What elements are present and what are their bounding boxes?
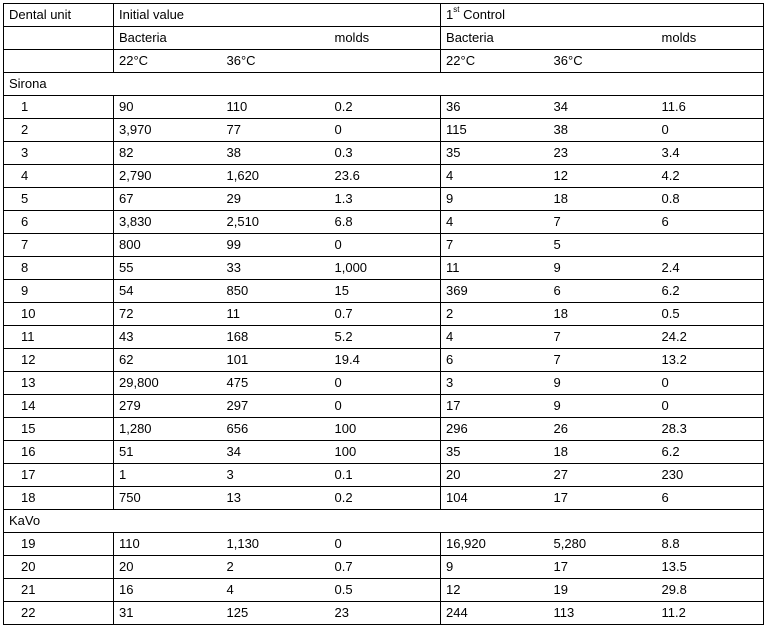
cell-control-22c: 11: [441, 257, 549, 280]
cell-initial-36c: 38: [222, 142, 330, 165]
cell-initial-22c: 800: [114, 234, 222, 257]
cell-initial-22c: 2,790: [114, 165, 222, 188]
table-row: [4, 602, 764, 625]
cell-dental-unit: 6: [4, 211, 114, 234]
cell-dental-unit: 13: [4, 372, 114, 395]
cell-control-molds: 4.2: [657, 165, 764, 188]
cell-control-molds: 230: [657, 464, 764, 487]
subheader-molds-control: molds: [657, 27, 764, 50]
cell-initial-36c: 1,620: [222, 165, 330, 188]
table-row: [4, 257, 764, 280]
cell-initial-22c: 20: [114, 556, 222, 579]
cell-dental-unit: 15: [4, 418, 114, 441]
cell-dental-unit: 19: [4, 533, 114, 556]
cell-initial-36c: 297: [222, 395, 330, 418]
cell-control-36c: 113: [549, 602, 657, 625]
col-header-initial-value: Initial value: [114, 4, 441, 27]
cell-control-molds: 0: [657, 395, 764, 418]
cell-initial-22c: 55: [114, 257, 222, 280]
cell-initial-36c: 110: [222, 96, 330, 119]
cell-control-36c: 7: [549, 349, 657, 372]
cell-control-36c: 18: [549, 441, 657, 464]
cell-dental-unit: 8: [4, 257, 114, 280]
cell-dental-unit: 17: [4, 464, 114, 487]
table-row: [4, 119, 764, 142]
cell-dental-unit: 2: [4, 119, 114, 142]
cell-control-molds: 28.3: [657, 418, 764, 441]
cell-dental-unit: 5: [4, 188, 114, 211]
table-row: [4, 188, 764, 211]
cell-initial-22c: 1,280: [114, 418, 222, 441]
cell-control-22c: 9: [441, 188, 549, 211]
cell-control-22c: 4: [441, 165, 549, 188]
cell-dental-unit: 12: [4, 349, 114, 372]
cell-initial-molds: 1.3: [330, 188, 441, 211]
cell-control-36c: 18: [549, 303, 657, 326]
table-row: [4, 533, 764, 556]
cell-initial-molds: 6.8: [330, 211, 441, 234]
cell-control-22c: 35: [441, 142, 549, 165]
table-row: [4, 165, 764, 188]
cell-initial-22c: 29,800: [114, 372, 222, 395]
cell-initial-molds: 0.5: [330, 579, 441, 602]
table-row: [4, 96, 764, 119]
cell-initial-36c: 11: [222, 303, 330, 326]
cell-control-36c: 5,280: [549, 533, 657, 556]
table-row: [4, 579, 764, 602]
subheader-bacteria-control: Bacteria: [441, 27, 657, 50]
cell-initial-molds: 100: [330, 418, 441, 441]
cell-dental-unit: 22: [4, 602, 114, 625]
subheader-molds-initial: molds: [330, 27, 441, 50]
cell-control-molds: 29.8: [657, 579, 764, 602]
cell-initial-36c: 3: [222, 464, 330, 487]
col-header-first-control: [441, 4, 764, 27]
table-row: [4, 441, 764, 464]
cell-control-molds: 2.4: [657, 257, 764, 280]
table-row: [4, 464, 764, 487]
cell-control-36c: 7: [549, 211, 657, 234]
table-row: [4, 372, 764, 395]
temp-36-initial: 36°C: [222, 50, 330, 73]
table-row: [4, 211, 764, 234]
table-row: [4, 280, 764, 303]
cell-initial-36c: 125: [222, 602, 330, 625]
cell-dental-unit: 3: [4, 142, 114, 165]
table-row: [4, 234, 764, 257]
cell-control-molds: 24.2: [657, 326, 764, 349]
cell-initial-molds: 0: [330, 234, 441, 257]
cell-initial-36c: 13: [222, 487, 330, 510]
cell-initial-36c: 4: [222, 579, 330, 602]
cell-initial-22c: 62: [114, 349, 222, 372]
cell-control-22c: 35: [441, 441, 549, 464]
cell-control-22c: 16,920: [441, 533, 549, 556]
table-row: [4, 303, 764, 326]
cell-initial-36c: 1,130: [222, 533, 330, 556]
cell-control-22c: 17: [441, 395, 549, 418]
cell-initial-22c: 3,970: [114, 119, 222, 142]
cell-dental-unit: 18: [4, 487, 114, 510]
cell-dental-unit: 7: [4, 234, 114, 257]
cell-control-36c: 38: [549, 119, 657, 142]
cell-control-molds: 3.4: [657, 142, 764, 165]
cell-dental-unit: 1: [4, 96, 114, 119]
cell-control-molds: 13.5: [657, 556, 764, 579]
cell-initial-36c: 33: [222, 257, 330, 280]
table-row: [4, 349, 764, 372]
cell-control-36c: 27: [549, 464, 657, 487]
table-row: [4, 395, 764, 418]
first-control-label: Control: [459, 7, 506, 22]
group-label: KaVo: [4, 510, 764, 533]
cell-initial-22c: 16: [114, 579, 222, 602]
cell-control-molds: 6: [657, 487, 764, 510]
cell-control-36c: 34: [549, 96, 657, 119]
cell-control-36c: 23: [549, 142, 657, 165]
temp-22-control: 22°C: [441, 50, 549, 73]
table-row: [4, 487, 764, 510]
header-spacer: [4, 50, 114, 73]
data-table: [3, 3, 764, 625]
cell-initial-molds: 0.1: [330, 464, 441, 487]
cell-initial-molds: 0: [330, 395, 441, 418]
cell-initial-molds: 23.6: [330, 165, 441, 188]
cell-initial-molds: 0.2: [330, 96, 441, 119]
cell-dental-unit: 9: [4, 280, 114, 303]
cell-initial-molds: 15: [330, 280, 441, 303]
table-row: [4, 418, 764, 441]
cell-control-molds: 0: [657, 372, 764, 395]
cell-control-22c: 12: [441, 579, 549, 602]
cell-control-22c: 6: [441, 349, 549, 372]
group-label: Sirona: [4, 73, 764, 96]
cell-control-36c: 17: [549, 487, 657, 510]
subheader-bacteria-initial: Bacteria: [114, 27, 330, 50]
cell-control-22c: 369: [441, 280, 549, 303]
header-row-2: [4, 27, 764, 50]
cell-initial-molds: 0.3: [330, 142, 441, 165]
cell-initial-22c: 54: [114, 280, 222, 303]
first-control-number: 1: [446, 7, 454, 22]
cell-control-molds: 6: [657, 211, 764, 234]
cell-dental-unit: 14: [4, 395, 114, 418]
header-spacer: [330, 50, 441, 73]
cell-initial-molds: 19.4: [330, 349, 441, 372]
cell-initial-36c: 2: [222, 556, 330, 579]
cell-control-22c: 4: [441, 326, 549, 349]
cell-initial-36c: 2,510: [222, 211, 330, 234]
cell-initial-molds: 0.2: [330, 487, 441, 510]
header-spacer: [4, 27, 114, 50]
cell-control-22c: 115: [441, 119, 549, 142]
cell-initial-molds: 0: [330, 119, 441, 142]
cell-initial-22c: 279: [114, 395, 222, 418]
cell-control-36c: 26: [549, 418, 657, 441]
group-row: [4, 73, 764, 96]
cell-initial-36c: 77: [222, 119, 330, 142]
cell-initial-22c: 1: [114, 464, 222, 487]
cell-control-22c: 36: [441, 96, 549, 119]
cell-dental-unit: 16: [4, 441, 114, 464]
cell-initial-36c: 34: [222, 441, 330, 464]
cell-initial-22c: 51: [114, 441, 222, 464]
cell-control-22c: 104: [441, 487, 549, 510]
cell-initial-22c: 67: [114, 188, 222, 211]
cell-initial-22c: 110: [114, 533, 222, 556]
table-row: [4, 556, 764, 579]
header-spacer: [657, 50, 764, 73]
cell-control-36c: 7: [549, 326, 657, 349]
cell-control-22c: 244: [441, 602, 549, 625]
cell-control-36c: 9: [549, 372, 657, 395]
temp-36-control: 36°C: [549, 50, 657, 73]
table-row: [4, 142, 764, 165]
cell-initial-molds: 23: [330, 602, 441, 625]
cell-initial-molds: 0: [330, 533, 441, 556]
cell-dental-unit: 21: [4, 579, 114, 602]
cell-control-22c: 296: [441, 418, 549, 441]
cell-initial-36c: 29: [222, 188, 330, 211]
cell-control-22c: 3: [441, 372, 549, 395]
cell-initial-22c: 72: [114, 303, 222, 326]
cell-control-36c: 17: [549, 556, 657, 579]
cell-control-36c: 19: [549, 579, 657, 602]
temp-22-initial: 22°C: [114, 50, 222, 73]
cell-initial-36c: 101: [222, 349, 330, 372]
cell-control-22c: 20: [441, 464, 549, 487]
table-header: [4, 4, 764, 73]
cell-initial-36c: 656: [222, 418, 330, 441]
col-header-dental-unit: Dental unit: [4, 4, 114, 27]
cell-control-36c: 12: [549, 165, 657, 188]
cell-control-36c: 9: [549, 395, 657, 418]
cell-control-36c: 5: [549, 234, 657, 257]
cell-initial-molds: 100: [330, 441, 441, 464]
cell-control-molds: 6.2: [657, 280, 764, 303]
cell-initial-36c: 850: [222, 280, 330, 303]
cell-control-molds: 0.8: [657, 188, 764, 211]
first-control-superscript: st: [453, 5, 460, 14]
cell-dental-unit: 11: [4, 326, 114, 349]
cell-control-36c: 6: [549, 280, 657, 303]
cell-dental-unit: 4: [4, 165, 114, 188]
cell-initial-molds: 0.7: [330, 303, 441, 326]
cell-initial-22c: 90: [114, 96, 222, 119]
cell-initial-22c: 3,830: [114, 211, 222, 234]
cell-control-22c: 4: [441, 211, 549, 234]
cell-control-36c: 18: [549, 188, 657, 211]
cell-dental-unit: 10: [4, 303, 114, 326]
cell-dental-unit: 20: [4, 556, 114, 579]
cell-initial-22c: 31: [114, 602, 222, 625]
table-row: [4, 326, 764, 349]
cell-control-molds: 11.6: [657, 96, 764, 119]
cell-control-molds: 11.2: [657, 602, 764, 625]
cell-initial-36c: 99: [222, 234, 330, 257]
cell-initial-molds: 0.7: [330, 556, 441, 579]
cell-control-molds: 0: [657, 119, 764, 142]
cell-control-molds: [657, 234, 764, 257]
cell-initial-36c: 475: [222, 372, 330, 395]
cell-initial-22c: 82: [114, 142, 222, 165]
cell-initial-22c: 43: [114, 326, 222, 349]
cell-initial-22c: 750: [114, 487, 222, 510]
cell-control-22c: 7: [441, 234, 549, 257]
group-row: [4, 510, 764, 533]
cell-initial-molds: 5.2: [330, 326, 441, 349]
table-body: [4, 73, 764, 625]
cell-control-molds: 13.2: [657, 349, 764, 372]
cell-initial-molds: 1,000: [330, 257, 441, 280]
cell-control-22c: 9: [441, 556, 549, 579]
cell-control-22c: 2: [441, 303, 549, 326]
cell-initial-36c: 168: [222, 326, 330, 349]
cell-control-36c: 9: [549, 257, 657, 280]
cell-control-molds: 0.5: [657, 303, 764, 326]
cell-control-molds: 8.8: [657, 533, 764, 556]
cell-control-molds: 6.2: [657, 441, 764, 464]
cell-initial-molds: 0: [330, 372, 441, 395]
header-row-3: [4, 50, 764, 73]
header-row-1: [4, 4, 764, 27]
